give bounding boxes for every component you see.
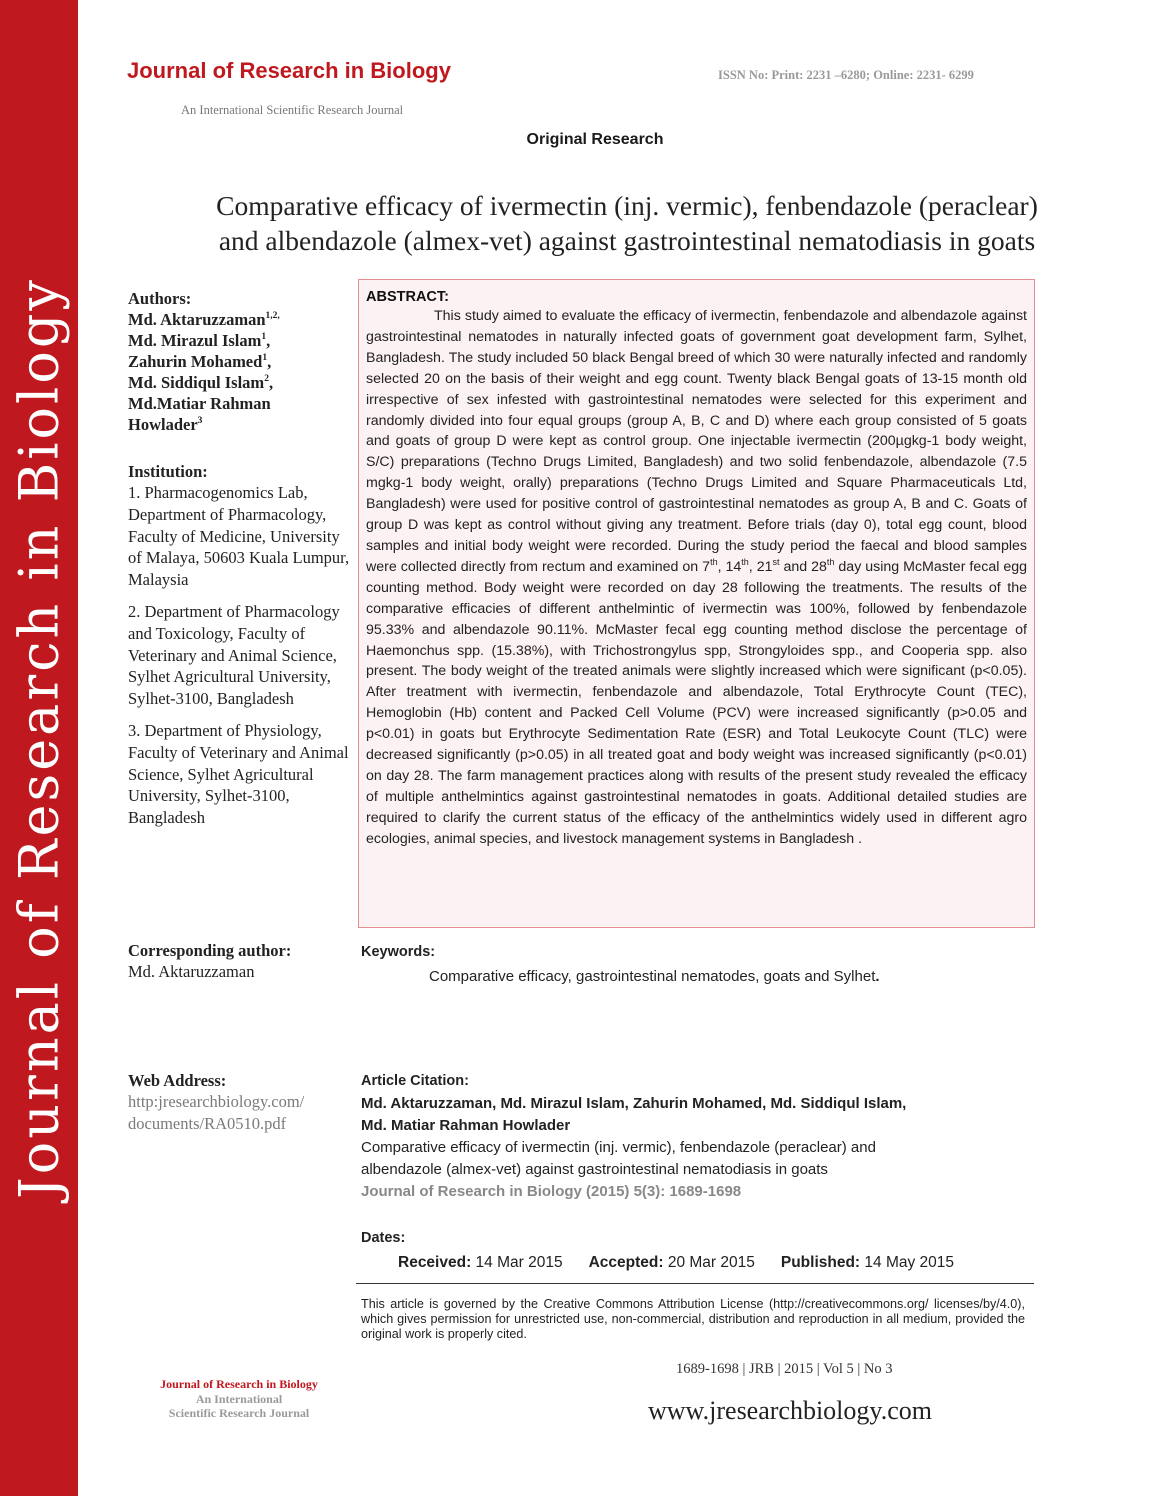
citation-authors: Md. Matiar Rahman Howlader xyxy=(361,1117,571,1134)
authors-label: Authors: xyxy=(128,289,192,308)
abstract-box xyxy=(358,279,1035,928)
divider xyxy=(356,1283,1034,1284)
web-url[interactable]: http:jresearchbiology.com/ documents/RA0510.pdf xyxy=(128,1092,305,1133)
authors-list xyxy=(128,309,353,435)
institution-label: Institution: xyxy=(128,462,208,481)
published-date: 14 May 2015 xyxy=(860,1254,955,1271)
article-title xyxy=(112,188,1142,258)
footer-logo xyxy=(128,1377,350,1421)
dates-row xyxy=(398,1252,954,1274)
footer-logo-sub: Scientific Research Journal xyxy=(168,1406,310,1420)
accepted-label: Accepted: xyxy=(588,1254,664,1271)
footer-logo-sub: An International xyxy=(195,1391,283,1406)
authors-block xyxy=(128,288,353,435)
abstract-label: ABSTRACT: xyxy=(366,289,449,305)
journal-title: Journal of Research in Biology xyxy=(127,58,451,83)
journal-subtitle: An International Scientific Research Journal xyxy=(181,103,404,117)
sidebar-band xyxy=(0,0,78,1496)
license-text: This article is governed by the Creative Commons Attribution License (http://creativecommons.org/ licenses/by/4.0), which gives permission for unrestricted use, non-commercial, distribution and reproduction in all medium, provided the original work is properly cited. xyxy=(361,1297,1025,1341)
author-item: Md.Matiar Rahman xyxy=(128,394,271,413)
institution-item: 2. Department of Pharmacology and Toxicology, Faculty of Veterinary and Animal Science, Sylhet Agricultural University, Sylhet-3100, Bangladesh xyxy=(128,601,340,709)
page-info: 1689-1698 | JRB | 2015 | Vol 5 | No 3 xyxy=(676,1361,893,1377)
footer-logo-title: Journal of Research in Biology xyxy=(160,1377,318,1391)
received-date: 14 Mar 2015 xyxy=(471,1254,563,1271)
citation-block xyxy=(361,1071,906,1203)
article-title-line-1: Comparative efficacy of ivermectin (inj. vermic), fenbendazole (peraclear) xyxy=(216,190,1038,221)
dates-block xyxy=(361,1228,954,1274)
web-label: Web Address: xyxy=(128,1071,227,1090)
institution-block xyxy=(128,461,353,839)
abstract-text: This study aimed to evaluate the efficacy of ivermectin, fenbendazole and albendazole against gastrointestinal nematodes in naturally infected goats of government goat development farm, Sylhet, Bangladesh. The study included 50 black Bengal breed of which 30 were naturally infected and randomly selected 20 on the basis of their weight and egg count. Twenty black Bengal goats of 13-15 month old irrespective of sex infested with gastrointestinal nematodes were selected for this experiment and randomly divided into four equal groups (group A, B, C and D) where each group consisted of 5 goats and goats of group D were kept as control group. One injectable ivermectin (200µgkg-1 body weight, S/C) preparations (Techno Drugs Limited, Bangladesh) and two solid fenbendazole, albendazole (7.5 mgkg-1 body weight, orally) preparations (Techno Drugs Limited and Square Pharmaceuticals Ltd, Bangladesh) were used for positive control of gastrointestinal nematodes as group A, B and C. Goats of group D was kept as control without giving any treatment. Before trials (day 0), total egg count, blood samples and initial body weight were recorded. During the study period the faecal and blood samples were collected directly from rectum and examined on 7th, 14th, 21st and 28th day using McMaster fecal egg counting method. Body weight were recorded on day 28 following the treatments. The results of the comparative efficacies of different anthelmintic of ivermectin was 100%, followed by fenbendazole 95.33% and albendazole 90.11%. McMaster fecal egg counting method disclose the percentage of Haemonchus spp. (15.38%), with Trichostrongylus spp, Strongyloides spp., and Cooperia spp. also present. The body weight of the treated animals were slightly increased which were significant (p<0.05). After treatment with ivermectin, fenbendazole and albendazole, Total Erythrocyte Count (TEC), Hemoglobin (Hb) content and Packed Cell Volume (PCV) were increased significantly (p>0.05 and p<0.01) in goats but Erythrocyte Sedimentation Rate (ESR) and Total Leukocyte Count (TLC) were decreased significantly (p>0.05) in all treated goat and body weight was increased significantly (p<0.01) on day 28. The farm management practices along with results of the present study revealed the efficacy of multiple anthelmintics against gastrointestinal nematodes in goats. Additional detailed studies are required to clarify the current status of the efficacy of the anthelmintics widely used in different agro ecologies, animal species, and livestock management systems in Bangladesh . xyxy=(366,308,1028,847)
citation-authors: Md. Aktaruzzaman, Md. Mirazul Islam, Zahurin Mohamed, Md. Siddiqul Islam, xyxy=(361,1095,907,1112)
article-type: Original Research xyxy=(526,131,664,148)
issn-line: ISSN No: Print: 2231 –6280; Online: 2231- 6299 xyxy=(718,68,974,82)
institution-item: 3. Department of Physiology, Faculty of Veterinary and Animal Science, Sylhet Agricultural University, Sylhet-3100, Bangladesh xyxy=(128,720,349,828)
citation-title: Comparative efficacy of ivermectin (inj. vermic), fenbendazole (peraclear) and xyxy=(361,1139,876,1156)
citation-title: albendazole (almex-vet) against gastrointestinal nematodiasis in goats xyxy=(361,1161,828,1178)
sidebar-journal-title: Journal of Research in Biology xyxy=(7,277,71,1199)
keywords-block xyxy=(361,942,880,987)
author-item: Md. Mirazul Islam$^1$, xyxy=(128,331,271,350)
author-item: Howlader$^3$ xyxy=(128,415,203,434)
website-url[interactable]: www.jresearchbiology.com xyxy=(648,1396,932,1425)
corresponding-name: Md. Aktaruzzaman xyxy=(128,962,255,981)
received-label: Received: xyxy=(398,1254,472,1271)
author-item: Zahurin Mohamed$^1$, xyxy=(128,352,272,371)
corresponding-block xyxy=(128,940,353,983)
article-title-line-2: and albendazole (almex-vet) against gastrointestinal nematodiasis in goats xyxy=(218,225,1036,256)
dates-label: Dates: xyxy=(361,1230,406,1246)
corresponding-label: Corresponding author: xyxy=(128,941,292,960)
institution-item: 1. Pharmacogenomics Lab, Department of Pharmacology, Faculty of Medicine, University of Malaya, 50603 Kuala Lumpur, Malaysia xyxy=(128,483,350,590)
web-block xyxy=(128,1070,343,1134)
citation-label: Article Citation: xyxy=(361,1073,469,1089)
citation-journal: Journal of Research in Biology (2015) 5(3): 1689-1698 xyxy=(361,1183,742,1200)
keywords-text: Comparative efficacy, gastrointestinal nematodes, goats and Sylhet. xyxy=(429,968,880,985)
author-item: Md. Siddiqul Islam$^2$, xyxy=(128,373,274,392)
keywords-label: Keywords: xyxy=(361,944,436,960)
accepted-date: 20 Mar 2015 xyxy=(663,1254,755,1271)
published-label: Published: xyxy=(780,1254,861,1271)
author-item: Md. Aktaruzzaman$^{1,2,}$ xyxy=(128,310,280,329)
